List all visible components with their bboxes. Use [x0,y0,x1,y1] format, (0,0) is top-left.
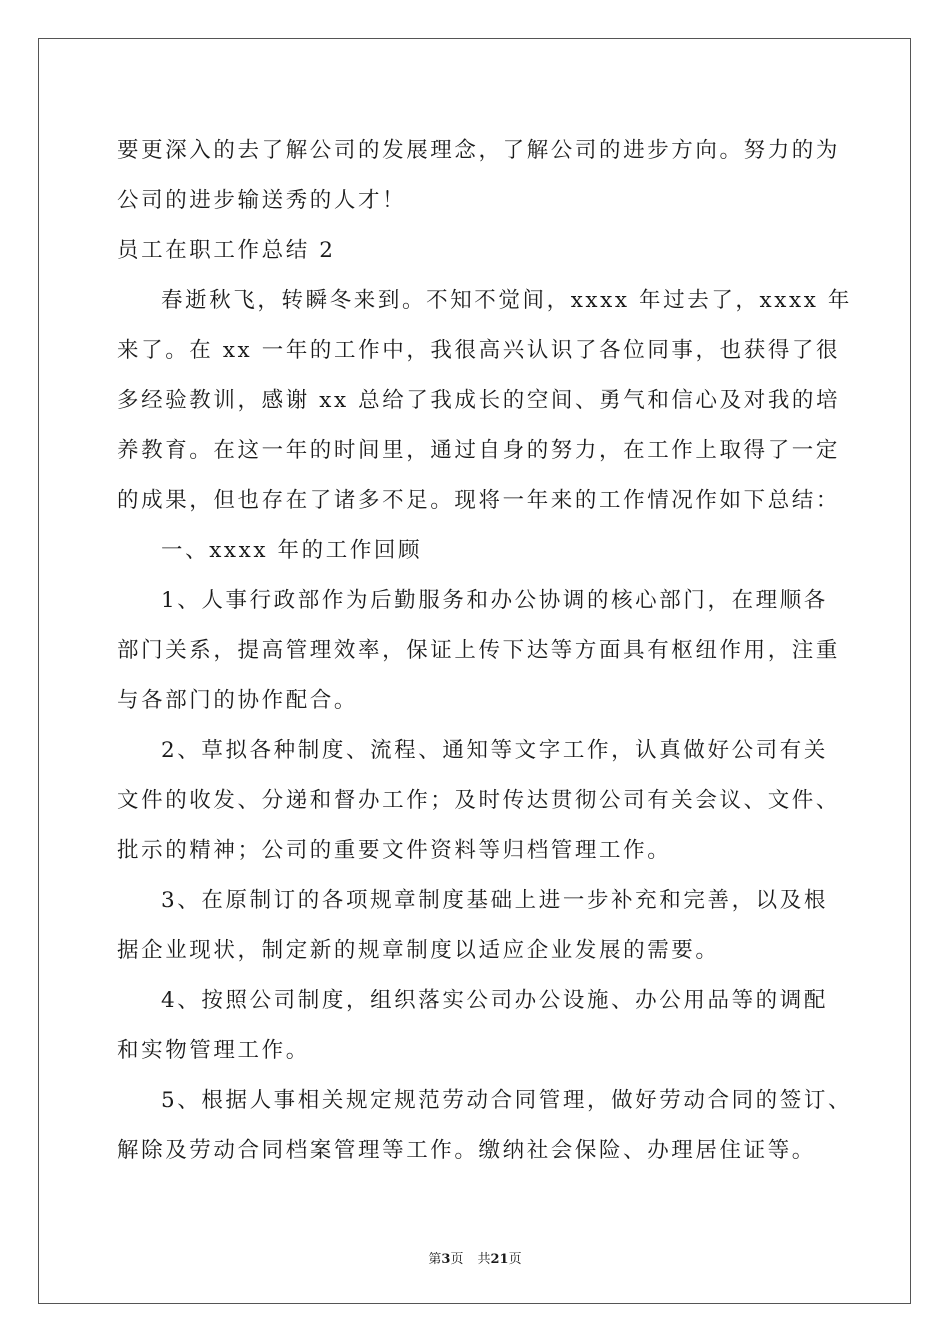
page-suffix: 页 [450,1252,464,1267]
paragraph-start: 春逝秋飞，转瞬冬来到。不知不觉间，xxxx 年过去了，xxxx 年 [161,288,852,313]
text-line: 要更深入的去了解公司的发展理念，了解公司的进步方向。努力的为 [117,138,841,163]
text-line: 养教育。在这一年的时间里，通过自身的努力，在工作上取得了一定 [117,438,841,463]
page-prefix: 第 [428,1252,442,1267]
page-footer [0,1248,950,1267]
list-item-1: 1、人事行政部作为后勤服务和办公协调的核心部门，在理顺各 [161,588,828,613]
list-item-3: 3、在原制订的各项规章制度基础上进一步补充和完善，以及根 [161,888,828,913]
text-line: 和实物管理工作。 [117,1038,310,1063]
text-line: 据企业现状，制定新的规章制度以适应企业发展的需要。 [117,938,720,963]
text-line: 来了。在 xx 一年的工作中，我很高兴认识了各位同事，也获得了很 [117,338,841,363]
list-item-5: 5、根据人事相关规定规范劳动合同管理，做好劳动合同的签订、 [161,1088,853,1113]
document-body [117,126,853,1176]
section-heading: 员工在职工作总结 2 [117,238,336,263]
subsection-heading: 一、xxxx 年的工作回顾 [161,538,423,563]
page-number: 3 [441,1252,451,1267]
total-suffix: 页 [508,1252,522,1267]
text-line: 部门关系，提高管理效率，保证上传下达等方面具有枢纽作用，注重 [117,638,841,663]
text-line: 的成果，但也存在了诸多不足。现将一年来的工作情况作如下总结： [117,488,841,513]
total-prefix: 共 [477,1252,491,1267]
text-line: 批示的精神；公司的重要文件资料等归档管理工作。 [117,838,672,863]
text-line: 多经验教训，感谢 xx 总给了我成长的空间、勇气和信心及对我的培 [117,388,841,413]
text-line: 文件的收发、分递和督办工作；及时传达贯彻公司有关会议、文件、 [117,788,841,813]
list-item-4: 4、按照公司制度，组织落实公司办公设施、办公用品等的调配 [161,988,828,1013]
text-line: 解除及劳动合同档案管理等工作。缴纳社会保险、办理居住证等。 [117,1138,816,1163]
text-line: 公司的进步输送秀的人才！ [117,188,407,213]
total-pages: 21 [490,1252,509,1267]
text-line: 与各部门的协作配合。 [117,688,359,713]
list-item-2: 2、草拟各种制度、流程、通知等文字工作，认真做好公司有关 [161,738,828,763]
